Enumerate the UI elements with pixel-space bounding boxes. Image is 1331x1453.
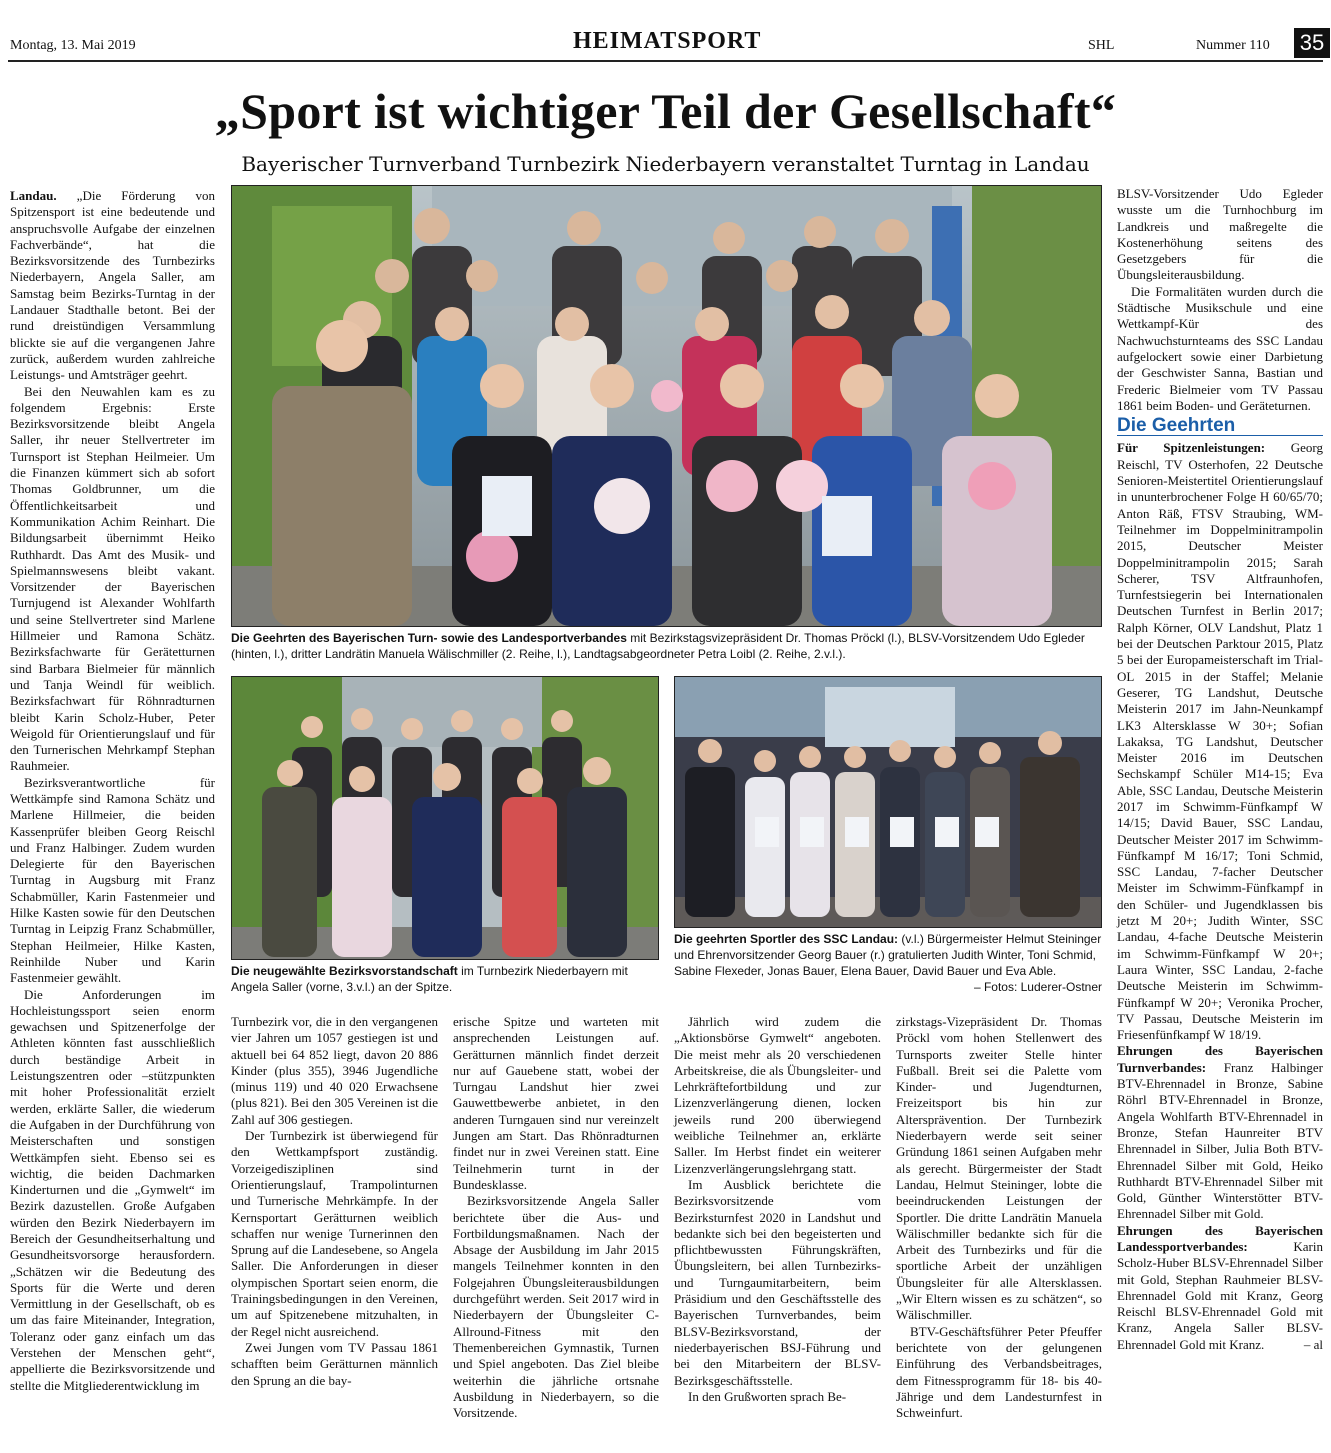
- honors-paragraph: [1117, 440, 1323, 1043]
- article-paragraph: Der Turnbezirk ist überwiegend für den Wettkampfsport zuständig. Vorzeigedisziplinen sind Orientierungslauf, Trampolinturnen und Turnerische Mehrkämpfe. In der Kernsportart Gerätturnen weiblich schaffen nur wenige Turnerinnen den Sprung auf die Landesebene, so Angela Saller. Die Anforderungen in dieser olympischen Sportart seien enorm, die Trainingsbedingungen in den Vereinen, um auf Spitzenebene mitzuhalten, in der Regel nicht ausreichend.: [231, 1128, 438, 1339]
- page-header: [8, 28, 1323, 62]
- article-paragraph: zirkstags-Vizepräsident Dr. Thomas Pröckl vom hohen Stellenwert des Turnsports zweiter Stelle hinter Fußball. Breit sei die Palette vom Kinder- und Jugendturnen, Freizeitsport bis hin zur Altersprävention. Der Turnbezirk Niederbayern werde seit seiner Gründung 1861 seinen Aufgaben mehr als gerecht. Bürgermeister der Stadt Landau, Helmut Steininger, lobte die beeindruckenden Leistungen der Sportler. Die dritte Landrätin Manuela Wälischmiller bedankte sich für die Arbeit des Turnbezirks und für die sportliche Arbeit der unzähligen Übungsleiter für alle Altersklassen. „Wir Eltern wissen es zu schätzen“, so Wälischmiller.: [896, 1014, 1102, 1323]
- article-paragraph: [10, 188, 215, 384]
- author-signoff: – al: [1303, 1336, 1323, 1352]
- board-photo-caption: [231, 963, 659, 995]
- honors-text: Franz Halbinger BTV-Ehrennadel in Bronze, Sabine Röhrl BTV-Ehrennadel in Bronze, Angela Wohlfarth BTV-Ehrennadel in Bronze, Stefan Haunreiter BTV Ehrennadel in Silber, Julia Both BTV-Ehrennadel Silber mit Gold, Heiko Ruthhardt BTV-Ehrennadel Silber mit Gold, Günther Winterstötter BTV-Ehrennadel Silber mit Gold.: [1117, 1059, 1323, 1222]
- caption-text: mit Bezirkstagsvizepräsident Dr. Thomas Pröckl (l.), BLSV-Vorsitzendem Udo Egleder (hinten, l.), dritter Landrätin Manuela Wälischmiller (2. Reihe, l.), Landtagsabgeordneter Petra Loibl (2. Reihe, 2.v.l.).: [231, 631, 1085, 661]
- caption-lead: Die Geehrten des Bayerischen Turn- sowie des Landesportverbandes: [231, 631, 627, 645]
- article-paragraph: In den Grußworten sprach Be-: [688, 1388, 847, 1404]
- honors-label: Für Spitzenleistungen:: [1117, 440, 1266, 456]
- article-paragraph: Bezirksvorsitzende Angela Saller berichtete über die Aus- und Fortbildungsmaßnamen. Nach der Absage der Ausbildung im Jahr 2015 mangels Teilnehmer konnten in den Folgejahren Übungsleiterausbildungen durchgeführt werden. Seit 2017 wird in Niederbayern der Übungsleiter C-Allround-Fitness mit den Themenbereichen Gymnastik, Turnen und Spiel angeboten. Das Ziel bleibe weiterhin die jährliche ortsnahe Ausbildung in Niederbayern, so die Vorsitzende.: [453, 1193, 659, 1421]
- article-paragraph: Im Ausblick berichtete die Bezirksvorsitzende vom Bezirksturnfest 2020 in Landshut und bedankte sich bei den begeisterten und pflichtbewussten Führungskräften, Übungsleitern, bei allen Turnbezirks- und Turngaumitarbeitern, beim Präsidium und den Geschäftsstelle des Bayerischen Turnverbandes, beim BLSV-Bezirksvorstand, der niederbayerischen BSJ-Führung und bei den Mitarbeitern der BLSV-Bezirksgeschäftsstelle.: [674, 1176, 881, 1388]
- article-paragraph: Turnbezirk vor, die in den vergangenen vier Jahren um 1057 gestiegen ist und aktuell bei 64 852 liegt, davon 20 886 Kinder (plus 355), 3946 Jugendliche (minus 119) und 40 020 Erwachsene (plus 821). Bei den 305 Vereinen ist die Zahl auf 306 gestiegen.: [231, 1014, 438, 1127]
- article-paragraph: BTV-Geschäftsführer Peter Pfeuffer berichtete von der gelungenen Einführung des Verbandsbeitrages, dem Fitnessprogramm für 18- bis 40-Jährige und dem Landesturnfest in Schweinfurt.: [896, 1323, 1102, 1421]
- honors-title: Die Geehrten: [1117, 418, 1323, 436]
- honors-list: [1117, 440, 1323, 1353]
- caption-lead: Die neugewählte Bezirksvorstandschaft: [231, 964, 458, 978]
- caption-text: (v.l.) Bürgermeister Helmut Steininger und Ehrenvorsitzender Georg Bauer (r.) gratulierten Judith Winter, Toni Schmid, Sabine Flexeder, Jonas Bauer, Elena Bauer, David Bauer und Eva Able.: [674, 932, 1102, 978]
- caption-text: im Turnbezirk Niederbayern mit Angela Saller (vorne, 3.v.l.) an der Spitze.: [231, 964, 628, 994]
- issue-date: Montag, 13. Mai 2019: [10, 38, 136, 53]
- honors-text: Georg Reischl, TV Osterhofen, 22 Deutsche Senioren-Meistertitel Orientierungslauf in ununterbrochener Folge H 60/65/70; Anton Räß, FTSV Straubing, WM-Teilnehmer im Doppelminitrampolin 2015, Deutscher Meister Doppelminitrampolin 2015; Sarah Scherer, TSV Altfraunhofen, Turnfestsiegerin bei Internationalen Deutschen Turnfest in Berlin 2017; Ralph Körner, OLV Landshut, Platz 1 bei der Deutschen Parktour 2015, Platz 5 bei der Europameisterschaft im Trial-OL 2015 in der Staffel; Melanie Geserer, TG Landshut, Deutsche Meisterin 2017 im Jahn-Neunkampf LK3 Altersklasse W 30+; Sofian Lakaksa, TG Landshut, Deutscher Meister 2016 im Deutschen Sechskampf Schüler M14-15; Eva Able, SSC Landau, Deutsche Meisterin 2017 im Schwimm-Fünfkampf W 14/15; David Bauer, SSC Landau, Deutscher Meister 2017 im Schwimm-Fünfkampf M 16/17; Toni Schmid, SSC Landau, 7-facher Deutscher Meister im Schwimm-Fünfkampf in den Schüler- und Jugendklassen bis jetzt M 20+; Judith Winter, SSC Landau, 4-fache Deutsche Meisterin im Schwimm-Fünfkampf W 20+; Laura Winter, SSC Landau, 2-fache Deutsche Meisterin im Schwimm-Fünfkampf W 20+; Veronika Procher, TV Passau, Deutsche Meisterin im Friesenfünfkampf W 18/19.: [1117, 440, 1323, 1043]
- athletes-photo-image: [675, 677, 1102, 928]
- headline: „Sport ist wichtiger Teil der Gesellschaft“: [214, 83, 1117, 139]
- athletes-photo-caption: [674, 931, 1102, 995]
- article-paragraph: Bei den Neuwahlen kam es zu folgendem Ergebnis: Erste Bezirksvorsitzende bleibt Angela Saller, ihr neuer Stellvertreter im Turnsport ist Stephan Heilmeier. Um die Finanzen kümmert sich ab sofort Thomas Goldbrunner, um die Öffentlichkeitsarbeit und Kommunikation Achim Reinhart. Die Bildungsarbeit übernimmt Heiko Ruthhardt. Das Amt des Musik- und Spielmannswesens bleibt vakant. Vorsitzender der Bayerischen Turnjugend ist Alexander Wohlfarth und seine Stellvertreter sind Marlene Hillmeier und Ramona Schätz. Bezirksfachwarte für Gerätetturnen sind Barbara Bielmeier für männlich und Tanja Weindl für weiblich. Bezirksfachwart für Röhnradturnen bleibt Karin Scholz-Huber, Peter Weigold für Orientierungslauf und für den Turnerischen Mehrkampf Stephan Rauhmeier.: [10, 383, 215, 774]
- subheadline: Bayerischer Turnverband Turnbezirk Niederbayern veranstaltet Turntag in Landau: [241, 152, 1090, 176]
- article-paragraph: Die Formalitäten wurden durch die Städtische Musikschule und eine Wettkampf-Kür des Nachwuchsturnteams des SSC Landau aufgelockert sowie einer Darbietung der Geschwister Sanna, Bastian und Frederic Bielmeier vom TV Passau 1861 beim Boden- und Geräteturnen.: [1117, 283, 1323, 413]
- honors-paragraph: [1117, 1223, 1323, 1353]
- paragraph-text: „Die Förderung von Spitzensport ist eine bedeutende und anspruchsvolle Aufgabe der einzelnen Fachverbände“, hat die Bezirksvorsitzende des Turnbezirks Niederbayern, Angela Saller, am Samstag beim Bezirks-Turntag in der Landauer Stadthalle betont. Bei der rund dreistündigen Versammlung blickte sie auf die vergangenen Jahre zurück, außerdem wurden zahlreiche Leistungs- und Amtsträger geehrt.: [10, 188, 215, 383]
- article-paragraph: Bezirksverantwortliche für Wettkämpfe sind Ramona Schätz und Marlene Hillmeier, die beiden Kassenprüfer bleiben Georg Reischl und Franz Halbinger. Zudem wurden Delegierte für den Bayerischen Turntag in Augsburg mit Franz Schabmüller, Karin Fastenmeier und Hilke Kasten sowie für den Deutschen Turntag in Leipzig Franz Schabmüller, Stephan Heilmeier, Hilke Kasten, Reinhilde Nuber und Karin Fastenmeier gewählt.: [10, 774, 215, 986]
- issue-number: Nummer 110: [1196, 38, 1270, 53]
- article-paragraph: Zwei Jungen vom TV Passau 1861 schafften beim Gerätturnen männlich den Sprung an die bay-: [231, 1339, 438, 1388]
- honors-label: Ehrungen des Bayerischen Landessportverbandes:: [1117, 1222, 1323, 1254]
- article-column-4: [674, 1014, 881, 1434]
- group-photo-image: [232, 186, 1102, 627]
- article-column-3: [453, 1014, 659, 1434]
- honors-paragraph: [1117, 1043, 1323, 1222]
- article-paragraph: BLSV-Vorsitzender Udo Egleder wusste um die Turnhochburg im Landkreis und maßregelte die Kostenerhöhung seitens des Gesetzgebers für die Übungsleiterausbildung.: [1117, 186, 1323, 283]
- board-photo-image: [232, 677, 659, 960]
- article-column-5: [896, 1014, 1102, 1434]
- article-paragraph: Die Anforderungen im Hochleistungssport seien enorm gewachsen und Spitzenerfolge der Athleten könnten fast ausschließlich durch beständige Arbeit in Leistungszentren oder –stützpunkten mit hoher Professionalität erzielt werden, erklärte Saller, die wiederum die Aufgaben in der Durchführung von Meisterschaften und sonstigen Wettkämpfen sieht. Ebenso sei es wichtig, die beiden Dachmarken Kinderturnen und die „Gymwelt“ im Bezirk dazustellen. Große Aufgaben würden den Bezirk Niederbayern im Bereich der Gesundheitserhaltung und Gesundheitsvorsorge herausfordern. „Schätzen wir die Bedeutung des Sports für die Werte und deren Vermittlung in der Gesellschaft, ob es um das faire Miteinander, Integration, Toleranz oder ganz einfach um das Verstehen der Menschen geht“, appellierte die Bezirksvorsitzende und stellte die Mitgliederentwicklung im: [10, 986, 215, 1393]
- honors-text: Karin Scholz-Huber BLSV-Ehrennadel Silber mit Gold, Stephan Rauhmeier BLSV-Ehrennadel Gold mit Kranz, Georg Reischl BLSV-Ehrennadel Gold mit Kranz, Angela Saller BLSV-Ehrennadel Gold mit Kranz.: [1117, 1239, 1323, 1352]
- photo-credit: – Fotos: Luderer-Ostner: [973, 980, 1102, 994]
- edition-code: SHL: [1088, 38, 1115, 53]
- article-column-1: [10, 188, 215, 1433]
- article-paragraph: erische Spitze und warteten mit ansprechenden Leistungen auf. Gerätturnen männlich findet derzeit nur auf Gauebene statt, wobei der Turngau Landshut hier zwei Gauwettbewerbe anbietet, in den anderen Turngauen sind nur vereinzelt Jungen am Start. Das Rhönradturnen findet nur in zwei Vereinen statt. Eine Teilnehmerin turnt in der Bundesklasse.: [453, 1014, 659, 1192]
- athletes-group-photo: [674, 676, 1102, 928]
- honors-label: Ehrungen des Bayerischen Turnverbandes:: [1117, 1043, 1323, 1075]
- dateline: Landau.: [10, 188, 57, 203]
- article-column-6: [1117, 186, 1323, 1436]
- page-number: 35: [1294, 28, 1330, 58]
- caption-lead: Die geehrten Sportler des SSC Landau:: [674, 932, 899, 946]
- section-title: HEIMATSPORT: [573, 28, 762, 54]
- main-photo-caption: [231, 630, 1102, 662]
- article-column-2: [231, 1014, 438, 1434]
- article-paragraph: Jährlich wird zudem die „Aktionsbörse Gymwelt“ angeboten. Die meist mehr als 20 verschiedenen Arbeitskreise, die als Übungsleiter- und Lehrkräftefortbildung und zur Lizenzverlängerung dienen, locken jeweils rund 200 überwiegend weibliche Teilnehmer an, erklärte Saller. Im Herbst findet ein weiterer Lizenzverlängerungslehrgang statt.: [674, 1014, 881, 1176]
- main-group-photo: [231, 185, 1102, 627]
- board-group-photo: [231, 676, 659, 960]
